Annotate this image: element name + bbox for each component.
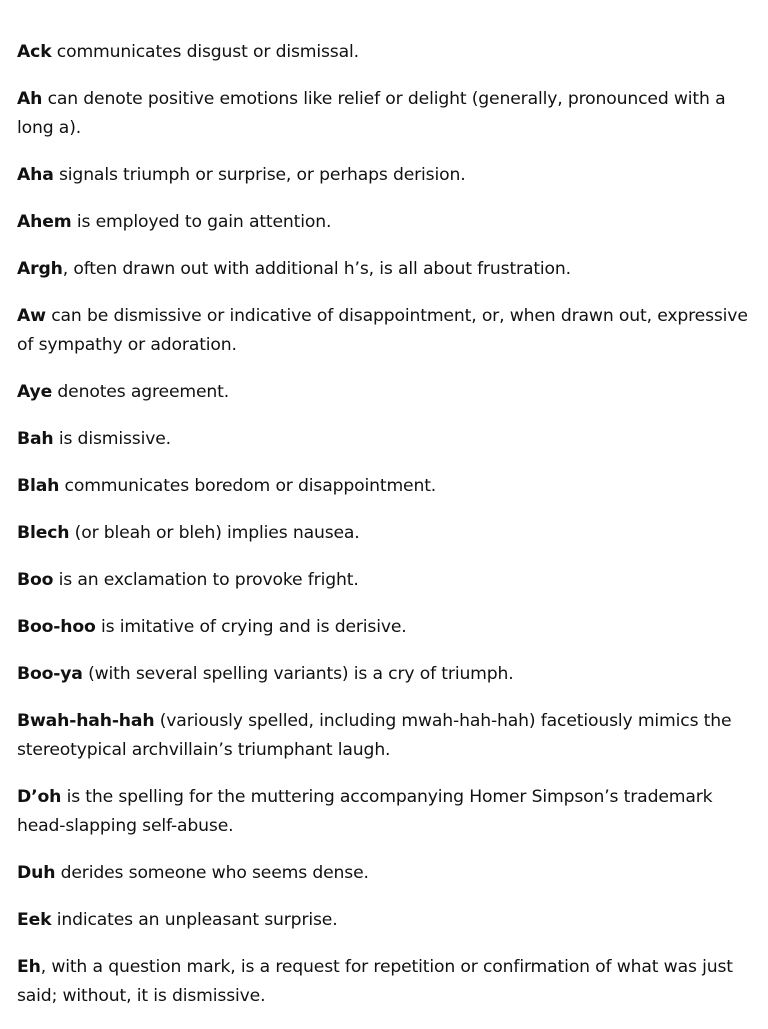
entry-argh: [17, 255, 757, 284]
entry-eek: [17, 906, 757, 935]
entry-bwah-hah-hah: [17, 707, 757, 765]
entry-blah: [17, 472, 757, 501]
entry-term: Blech: [17, 523, 70, 543]
entry-definition: signals triumph or surprise, or perhaps derision.: [53, 165, 466, 185]
entry-term: Aha: [17, 165, 54, 185]
entry-term: Boo-hoo: [17, 617, 96, 637]
entry-definition: indicates an unpleasant surprise.: [51, 910, 338, 930]
entry-blech: [17, 519, 757, 548]
entry-definition: derides someone who seems dense.: [55, 863, 369, 883]
entry-aha: [17, 161, 757, 190]
entry-boo-hoo: [17, 613, 757, 642]
entry-term: Boo-ya: [17, 664, 83, 684]
entry-definition: is an exclamation to provoke fright.: [53, 570, 359, 590]
entry-term: Eh: [17, 957, 41, 977]
entry-boo-ya: [17, 660, 757, 689]
entry-term: Ah: [17, 89, 43, 109]
entry-term: Argh: [17, 259, 63, 279]
entry-definition: can be dismissive or indicative of disappointment, or, when drawn out, expressive of sympathy or adoration.: [17, 306, 748, 355]
entry-ah: [17, 85, 757, 143]
entry-definition: , with a question mark, is a request for repetition or confirmation of what was just said; without, it is dismissive.: [17, 957, 733, 1006]
entry-definition: can denote positive emotions like relief or delight (generally, pronounced with a long a).: [17, 89, 726, 138]
entry-bah: [17, 425, 757, 454]
entry-definition: communicates boredom or disappointment.: [59, 476, 437, 496]
entry-ack: [17, 38, 757, 67]
entry-doh: [17, 783, 757, 841]
entry-definition: is employed to gain attention.: [71, 212, 332, 232]
entry-term: Boo: [17, 570, 54, 590]
entry-definition: is dismissive.: [53, 429, 171, 449]
entry-term: Blah: [17, 476, 60, 496]
entry-definition: , often drawn out with additional h’s, is all about frustration.: [62, 259, 571, 279]
entry-term: Aye: [17, 382, 53, 402]
entry-term: Aw: [17, 306, 46, 326]
interjection-list: [17, 38, 757, 1029]
entry-definition: denotes agreement.: [52, 382, 230, 402]
entry-eh: [17, 953, 757, 1011]
entry-term: Bwah-hah-hah: [17, 711, 155, 731]
entry-definition: (variously spelled, including mwah-hah-hah) facetiously mimics the stereotypical archvillain’s triumphant laugh.: [17, 711, 732, 760]
entry-ahem: [17, 208, 757, 237]
entry-boo: [17, 566, 757, 595]
entry-term: Bah: [17, 429, 54, 449]
entry-term: Duh: [17, 863, 56, 883]
entry-duh: [17, 859, 757, 888]
entry-term: Ahem: [17, 212, 72, 232]
entry-aye: [17, 378, 757, 407]
entry-definition: is the spelling for the muttering accompanying Homer Simpson’s trademark head-slapping self-abuse.: [17, 787, 713, 836]
entry-definition: (with several spelling variants) is a cry of triumph.: [82, 664, 514, 684]
entry-definition: is imitative of crying and is derisive.: [95, 617, 407, 637]
entry-term: D’oh: [17, 787, 62, 807]
entry-term: Ack: [17, 42, 52, 62]
entry-term: Eek: [17, 910, 52, 930]
entry-aw: [17, 302, 757, 360]
entry-definition: communicates disgust or dismissal.: [51, 42, 359, 62]
entry-definition: (or bleah or bleh) implies nausea.: [69, 523, 360, 543]
